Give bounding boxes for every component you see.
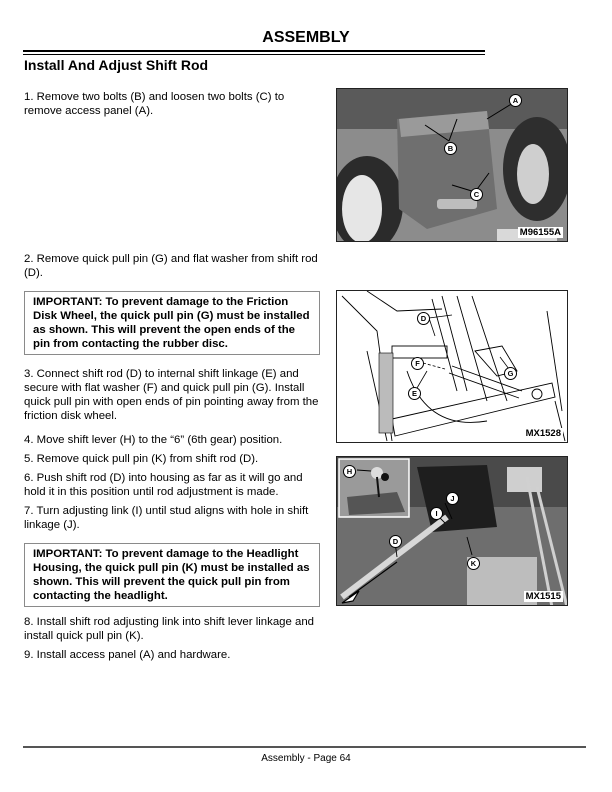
callout-B: B — [444, 142, 457, 155]
figure-shift-lever-illustration — [337, 457, 568, 606]
step-1: 1. Remove two bolts (B) and loosen two bolts (C) to remove access panel (A). — [24, 91, 285, 117]
figure-code: MX1515 — [525, 591, 561, 602]
section-title: Install And Adjust Shift Rod — [24, 57, 209, 73]
callout-G: G — [504, 367, 517, 380]
figure-shift-linkage-drawing — [336, 290, 568, 443]
important-note-headlight: IMPORTANT: To prevent damage to the Headlight Housing, the quick pull pin (K) must be installed as shown. This will prevent the quick pull pin from contacting the headlight. — [24, 543, 320, 607]
step-5: 5. Remove quick pull pin (K) from shift rod (D). — [24, 453, 259, 465]
callout-D: D — [389, 535, 402, 548]
callout-C: C — [470, 188, 483, 201]
callout-I: I — [430, 507, 443, 520]
figure-shift-linkage-illustration — [337, 291, 568, 443]
step-4: 4. Move shift lever (H) to the “6” (6th gear) position. — [24, 434, 283, 446]
step-7: 7. Turn adjusting link (I) until stud aligns with hole in shift linkage (J). — [24, 505, 309, 531]
figure-access-panel — [336, 88, 568, 242]
page-header-title: ASSEMBLY — [262, 29, 350, 46]
callout-A: A — [509, 94, 522, 107]
figure-shift-lever-photo — [336, 456, 568, 606]
callout-J: J — [446, 492, 459, 505]
callout-H: H — [343, 465, 356, 478]
header-rule-thick — [23, 50, 485, 52]
callout-D: D — [417, 312, 430, 325]
step-9: 9. Install access panel (A) and hardware. — [24, 649, 231, 661]
step-3: 3. Connect shift rod (D) to internal shift linkage (E) and secure with flat washer (F) and quick pull pin (G). Install quick pull pin with open ends of pin pointing away from the friction disk wheel. — [24, 368, 319, 422]
callout-F: F — [411, 357, 424, 370]
footer-rule — [23, 746, 586, 748]
figure-code: M96155A — [519, 227, 561, 238]
figure-access-panel-illustration — [337, 89, 568, 242]
step-6: 6. Push shift rod (D) into housing as far as it will go and hold it in this position until rod adjustment is made. — [24, 472, 303, 498]
step-8: 8. Install shift rod adjusting link into shift lever linkage and install quick pull pin (K). — [24, 616, 314, 642]
page-footer: Assembly - Page 64 — [261, 753, 351, 764]
callout-K: K — [467, 557, 480, 570]
callout-E: E — [408, 387, 421, 400]
step-2: 2. Remove quick pull pin (G) and flat washer from shift rod (D). — [24, 253, 318, 279]
header-rule-thin — [23, 54, 485, 55]
important-note-friction-disk: IMPORTANT: To prevent damage to the Friction Disk Wheel, the quick pull pin (G) must be installed as shown. This will prevent the open ends of the pin from contacting the rubber disc. — [24, 291, 320, 355]
figure-code: MX1528 — [525, 428, 561, 439]
